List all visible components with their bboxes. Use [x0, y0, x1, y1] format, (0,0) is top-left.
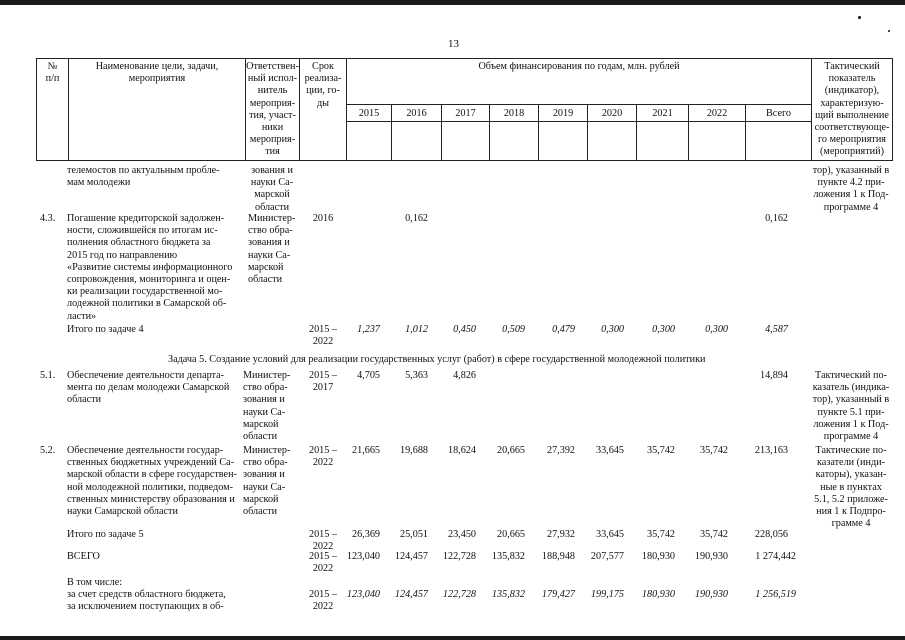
header-bottom-rule — [36, 160, 893, 161]
total-period: 2015 – 2022 — [308, 529, 337, 553]
grand-total-label: ВСЕГО — [67, 551, 100, 562]
header-responsible: Ответствен- ный испол- нитель мероприя- тия, участ- ники мероприя- тия — [246, 61, 299, 158]
cell-value: 21,665 — [351, 445, 380, 456]
bottom-border — [0, 636, 905, 640]
cell-value: 27,392 — [546, 445, 575, 456]
header-num: № п/п — [45, 61, 60, 85]
cell-value: 1,012 — [405, 324, 428, 335]
years-rule — [346, 104, 811, 105]
section-title: Задача 5. Создание условий для реализации государственных услуг (работ) в сфере государственной молодежной политики — [168, 354, 706, 365]
row-responsible: Министер- ство обра- зования и науки Са- марской области — [243, 370, 291, 443]
cell-value: 35,742 — [699, 529, 728, 540]
continuation-name: телемостов по актуальным пробле- мам молодежи — [67, 165, 220, 189]
cell-value: 122,728 — [442, 589, 476, 600]
cell-value: 33,645 — [595, 445, 624, 456]
header-year: 2015 — [358, 108, 380, 119]
years-bottom-rule — [346, 121, 811, 122]
cell-value: 190,930 — [694, 551, 728, 562]
row-name: Обеспечение деятельности государ- ственных бюджетных учреждений Са- марской области в сфере государствен- ной молодежной политики, подведом- ственных министерству образования и науки Самарской области — [67, 445, 237, 518]
cell-value: 0,162 — [405, 213, 428, 224]
header-period: Срок реализа- ции, го- ды — [304, 61, 342, 109]
row-name: Обеспечение деятельности департа- мента по делам молодежи Самарской области — [67, 370, 230, 406]
total-label: Итого по задаче 4 — [67, 324, 144, 335]
cell-value: 23,450 — [447, 529, 476, 540]
row-period: 2016 — [312, 213, 334, 224]
cell-value: 35,742 — [699, 445, 728, 456]
cell-value: 20,665 — [496, 529, 525, 540]
header-year: 2019 — [552, 108, 574, 119]
row-period: 2015 – 2017 — [308, 370, 337, 394]
cell-value: 18,624 — [447, 445, 476, 456]
cell-value: 0,300 — [601, 324, 624, 335]
cell-value: 135,832 — [491, 589, 525, 600]
cell-total: 4,587 — [765, 324, 788, 335]
cell-total: 213,163 — [754, 445, 788, 456]
cell-value: 190,930 — [694, 589, 728, 600]
cell-value: 123,040 — [346, 589, 380, 600]
cell-total: 14,894 — [759, 370, 788, 381]
header-funding: Объем финансирования по годам, млн. рублей — [478, 61, 680, 72]
header-total: Всего — [766, 108, 791, 119]
cell-value: 25,051 — [399, 529, 428, 540]
row-period: 2015 – 2022 — [308, 445, 337, 469]
header-year: 2021 — [652, 108, 673, 119]
continuation-indicator: тор), указанный в пункте 4.2 при- ложения 1 к Под- программе 4 — [812, 165, 890, 213]
row-responsible: Министер- ство обра- зования и науки Са- марской области — [243, 445, 291, 518]
cell-value: 180,930 — [641, 589, 675, 600]
cell-value: 26,369 — [351, 529, 380, 540]
cell-value: 124,457 — [394, 589, 428, 600]
cell-value: 124,457 — [394, 551, 428, 562]
header-indicator: Тактический показатель (индикатор), характеризую- щий выполнение соответствующе- го мероприятия (мероприятий) — [814, 61, 890, 158]
cell-total: 1 274,442 — [755, 551, 796, 562]
cell-value: 180,930 — [641, 551, 675, 562]
scan-speck — [858, 16, 861, 19]
page-number: 13 — [448, 38, 459, 50]
col-rule — [892, 58, 893, 161]
including-period: 2015 – 2022 — [308, 589, 337, 613]
cell-value: 4,705 — [357, 370, 380, 381]
total-period: 2015 – 2022 — [308, 324, 337, 348]
table-top-rule — [36, 58, 893, 59]
row-name: Погашение кредиторской задолжен- ности, сложившейся по итогам ис- полнения областного бюджета за 2015 год по направлению «Развитие системы информационного сопровождения, мониторинга и оцен- ки реализации государственной мо- лодежной политики в Самарской об- ласти» — [67, 213, 233, 322]
row-number: 4.3. — [40, 213, 56, 224]
cell-value: 123,040 — [346, 551, 380, 562]
row-indicator: Тактические по- казатели (инди- каторы), указан- ные в пунктах 5.1, 5.2 приложе- ния 1 к Подпро- грамме 4 — [814, 445, 888, 530]
cell-total: 1 256,519 — [755, 589, 796, 600]
continuation-responsible: зования и науки Са- марской области — [250, 165, 294, 213]
top-border — [0, 0, 905, 5]
cell-value: 5,363 — [405, 370, 428, 381]
grand-total-period: 2015 – 2022 — [308, 551, 337, 575]
cell-value: 35,742 — [646, 529, 675, 540]
header-name: Наименование цели, задачи, мероприятия — [95, 61, 219, 85]
including-sub-label: за счет средств областного бюджета, за исключением поступающих в об- — [67, 589, 226, 613]
cell-value: 188,948 — [541, 551, 575, 562]
cell-value: 33,645 — [595, 529, 624, 540]
cell-value: 122,728 — [442, 551, 476, 562]
cell-value: 207,577 — [590, 551, 624, 562]
cell-total: 228,056 — [754, 529, 788, 540]
cell-value: 199,175 — [590, 589, 624, 600]
including-label: В том числе: — [67, 577, 123, 588]
cell-value: 135,832 — [491, 551, 525, 562]
cell-value: 0,300 — [652, 324, 675, 335]
total-label: Итого по задаче 5 — [67, 529, 144, 540]
cell-value: 4,826 — [453, 370, 476, 381]
cell-value: 0,450 — [453, 324, 476, 335]
row-indicator: Тактический по- казатель (индика- тор), указанный в пункте 5.1 при- ложения 1 к Под- программе 4 — [812, 370, 890, 443]
scan-speck — [888, 30, 890, 32]
cell-value: 0,300 — [705, 324, 728, 335]
cell-value: 0,479 — [552, 324, 575, 335]
cell-value: 179,427 — [541, 589, 575, 600]
header-year: 2020 — [601, 108, 623, 119]
cell-total: 0,162 — [765, 213, 788, 224]
cell-value: 19,688 — [399, 445, 428, 456]
header-year: 2016 — [406, 108, 427, 119]
cell-value: 0,509 — [502, 324, 525, 335]
header-year: 2018 — [503, 108, 525, 119]
header-year: 2017 — [455, 108, 476, 119]
row-responsible: Министер- ство обра- зования и науки Са- марской области — [248, 213, 296, 286]
header-year: 2022 — [706, 108, 728, 119]
row-number: 5.1. — [40, 370, 56, 381]
cell-value: 20,665 — [496, 445, 525, 456]
row-number: 5.2. — [40, 445, 56, 456]
cell-value: 1,237 — [357, 324, 380, 335]
cell-value: 35,742 — [646, 445, 675, 456]
cell-value: 27,932 — [546, 529, 575, 540]
